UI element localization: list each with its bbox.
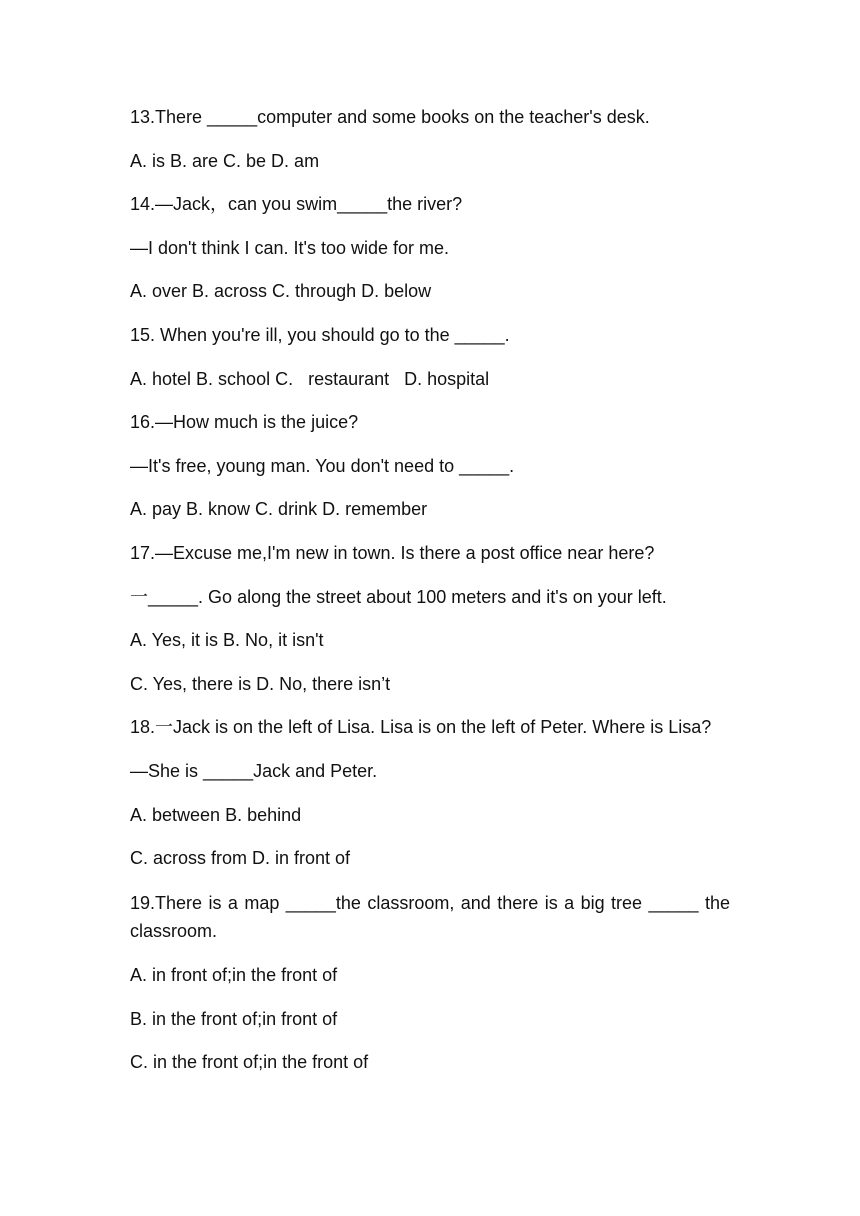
question-14-options: A. over B. across C. through D. below (130, 281, 432, 302)
question-17-options-cd: C. Yes, there is D. No, there isn’t (130, 673, 391, 694)
question-list (130, 104, 736, 1093)
question-16-text: 16.—How much is the juice? (130, 412, 359, 433)
question-19-text: 19.There is a map _____the classroom, and there is a big tree _____ the classroom. (130, 892, 736, 941)
question-17-response: 一_____. Go along the street about 100 meters and it's on your left. (130, 586, 667, 607)
question-18-options-ab: A. between B. behind (130, 804, 302, 825)
question-16-response: —It's free, young man. You don't need to _____. (130, 455, 515, 476)
question-18-text: 18.一Jack is on the left of Lisa. Lisa is on the left of Peter. Where is Lisa? (130, 717, 712, 738)
question-13-text: 13.There _____computer and some books on the teacher's desk. (130, 107, 650, 127)
question-13-options: A. is B. are C. be D. am (130, 150, 320, 171)
question-15-options: A. hotel B. school C. restaurant D. hospital (130, 368, 490, 389)
question-19-option-a: A. in front of;in the front of (130, 965, 338, 986)
question-14-response: —I don't think I can. It's too wide for me. (130, 237, 450, 258)
question-19-option-c: C. in the front of;in the front of (130, 1052, 369, 1073)
question-19-option-b: B. in the front of;in front of (130, 1008, 338, 1029)
question-17-options-ab: A. Yes, it is B. No, it isn't (130, 630, 324, 651)
question-18-response: —She is _____Jack and Peter. (130, 760, 378, 781)
question-15-text: 15. When you're ill, you should go to the _____. (130, 324, 510, 345)
question-14-text: 14.—Jack，can you swim_____the river? (130, 194, 463, 215)
question-18-options-cd: C. across from D. in front of (130, 848, 351, 869)
question-17-text: 17.—Excuse me,I'm new in town. Is there a post office near here? (130, 542, 655, 563)
question-16-options: A. pay B. know C. drink D. remember (130, 499, 428, 520)
